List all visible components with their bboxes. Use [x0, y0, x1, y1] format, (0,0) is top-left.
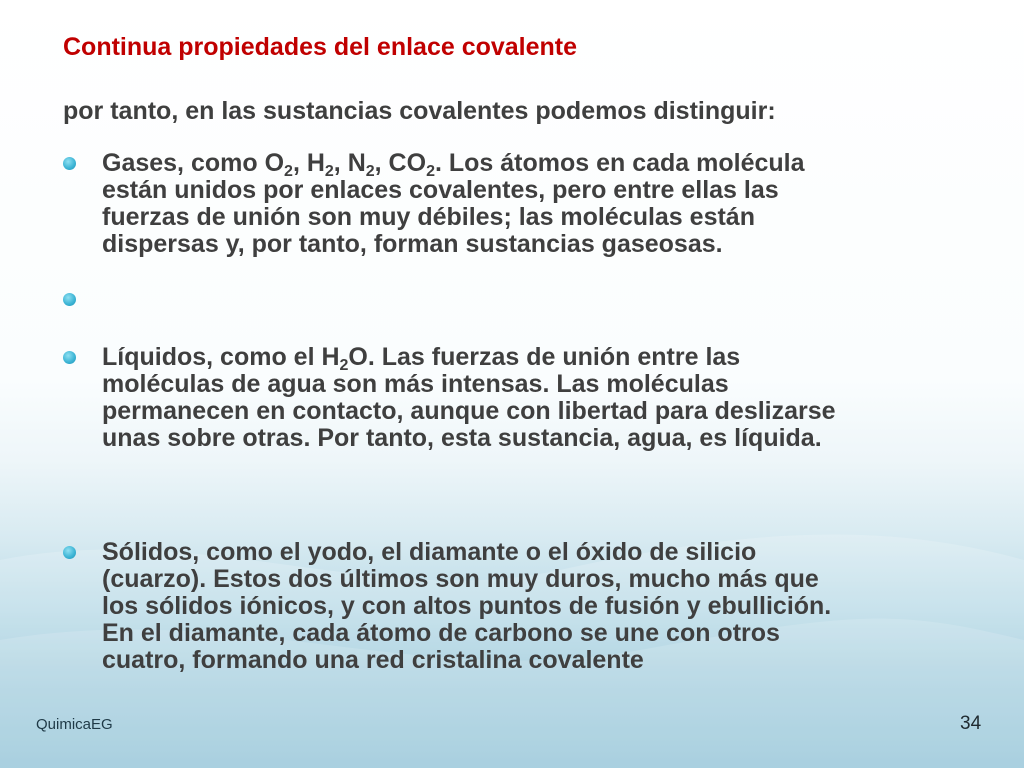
bullet-solidos — [63, 539, 943, 674]
slide-number: 34 — [960, 713, 982, 734]
bullet-solidos-line-5: cuatro, formando una red cristalina covalente — [102, 646, 644, 674]
bullet-gases — [63, 150, 943, 258]
bullet-liquidos-line-3: permanecen en contacto, aunque con libertad para deslizarse — [102, 397, 836, 425]
bullet-dot-icon — [63, 351, 76, 364]
bullet-liquidos-line-1: Líquidos, como el $H_2O$. Las fuerzas de unión entre las — [102, 343, 741, 374]
slide-title: Continua propiedades del enlace covalente — [63, 33, 578, 61]
bullet-liquidos-line-4: unas sobre otras. Por tanto, esta sustancia, agua, es líquida. — [102, 424, 822, 452]
bullet-liquidos-line-2: moléculas de agua son más intensas. Las moléculas — [102, 370, 729, 398]
bullet-gases-line-2: están unidos por enlaces covalentes, pero entre ellas las — [102, 176, 779, 204]
bullet-liquidos — [63, 344, 943, 452]
bullet-dot-icon — [63, 293, 76, 306]
bullet-dot-icon — [63, 546, 76, 559]
bullet-gases-line-3: fuerzas de unión son muy débiles; las moléculas están — [102, 203, 755, 231]
slide-subtitle: por tanto, en las sustancias covalentes podemos distinguir: — [63, 97, 776, 125]
footer-author: QuimicaEG — [36, 716, 113, 733]
bullet-solidos-line-2: (cuarzo). Estos dos últimos son muy duros, mucho más que — [102, 565, 819, 593]
bullet-gases-line-1: Gases, como $O_2$, $H_2$, $N_2$, $CO_2$. Los átomos en cada molécula — [102, 149, 805, 180]
bullet-gases-line-4: dispersas y, por tanto, forman sustancias gaseosas. — [102, 230, 723, 258]
bullet-solidos-line-1: Sólidos, como el yodo, el diamante o el óxido de silicio — [102, 538, 757, 566]
bullet-dot-icon — [63, 157, 76, 170]
bullet-solidos-line-3: los sólidos iónicos, y con altos puntos de fusión y ebullición. — [102, 592, 832, 620]
bullet-solidos-line-4: En el diamante, cada átomo de carbono se une con otros — [102, 619, 780, 647]
